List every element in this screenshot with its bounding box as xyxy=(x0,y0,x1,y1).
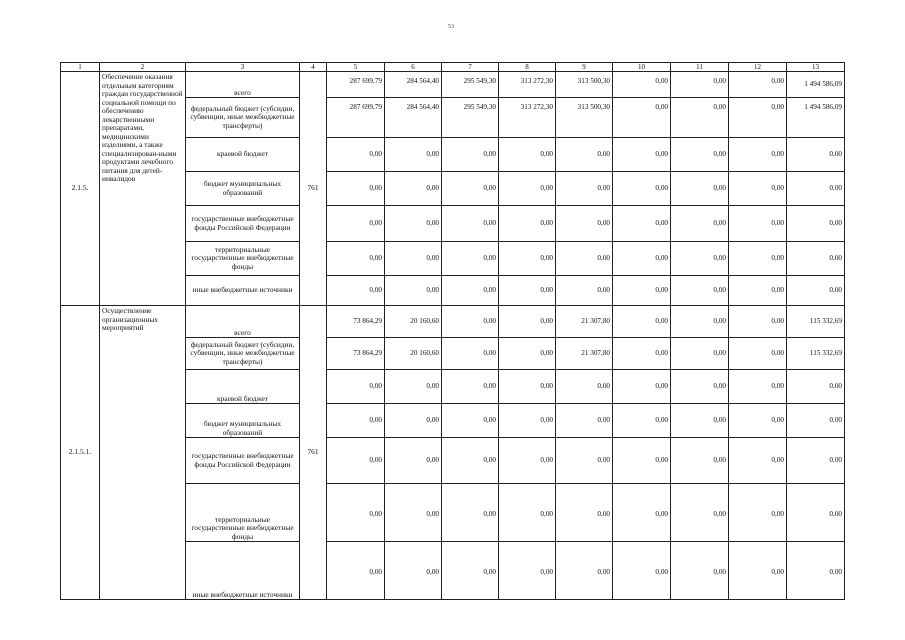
value-cell: 0,00 xyxy=(499,370,556,404)
value-cell: 0,00 xyxy=(327,404,385,438)
value-cell: 0,00 xyxy=(499,276,556,306)
measure-name-cell: Обеспечение оказания отдельным категориям граждан государственной социальной помощи по обеспечению лекарственными препаратами, медицинскими изделиями, а также специализирован-ными продуктами лечебного питания для детей-инвалидов xyxy=(100,72,186,306)
value-cell: 0,00 xyxy=(442,138,499,172)
value-cell: 0,00 xyxy=(385,404,442,438)
value-cell: 313 272,30 xyxy=(499,98,556,138)
value-cell: 0,00 xyxy=(787,370,845,404)
value-cell: 73 864,29 xyxy=(327,338,385,370)
table-row xyxy=(61,72,845,98)
value-cell: 0,00 xyxy=(327,206,385,242)
value-cell: 0,00 xyxy=(327,276,385,306)
funding-source-cell: федеральный бюджет (субсидии, субвенции, иные межбюджетные трансферты) xyxy=(186,98,300,138)
value-cell: 0,00 xyxy=(613,138,671,172)
value-cell: 20 160,60 xyxy=(385,306,442,338)
value-cell: 0,00 xyxy=(327,138,385,172)
value-cell: 0,00 xyxy=(499,484,556,542)
value-cell: 0,00 xyxy=(729,98,787,138)
value-cell: 0,00 xyxy=(613,306,671,338)
value-cell: 0,00 xyxy=(787,542,845,600)
value-cell: 0,00 xyxy=(385,370,442,404)
value-cell: 287 699,79 xyxy=(327,98,385,138)
value-cell: 0,00 xyxy=(556,438,613,484)
value-cell: 0,00 xyxy=(729,484,787,542)
funding-source-cell: бюджет муниципальных образований xyxy=(186,172,300,206)
value-cell: 0,00 xyxy=(442,542,499,600)
value-cell: 295 549,30 xyxy=(442,98,499,138)
value-cell: 0,00 xyxy=(613,172,671,206)
value-cell: 0,00 xyxy=(556,370,613,404)
value-cell: 0,00 xyxy=(499,138,556,172)
value-cell: 21 307,80 xyxy=(556,306,613,338)
value-cell: 1 494 586,09 xyxy=(787,72,845,98)
header-cell: 11 xyxy=(671,63,729,72)
value-cell: 313 500,30 xyxy=(556,98,613,138)
value-cell: 0,00 xyxy=(787,276,845,306)
funding-source-cell: краевой бюджет xyxy=(186,138,300,172)
funding-source-cell: иные внебюджетные источники xyxy=(186,276,300,306)
value-cell: 0,00 xyxy=(442,206,499,242)
header-cell: 7 xyxy=(442,63,499,72)
header-cell: 5 xyxy=(327,63,385,72)
value-cell: 0,00 xyxy=(556,276,613,306)
value-cell: 0,00 xyxy=(499,438,556,484)
value-cell: 0,00 xyxy=(729,306,787,338)
header-cell: 8 xyxy=(499,63,556,72)
value-cell: 0,00 xyxy=(671,98,729,138)
value-cell: 0,00 xyxy=(499,306,556,338)
value-cell: 313 500,30 xyxy=(556,72,613,98)
value-cell: 115 332,69 xyxy=(787,338,845,370)
value-cell: 0,00 xyxy=(787,404,845,438)
value-cell: 0,00 xyxy=(385,438,442,484)
value-cell: 0,00 xyxy=(729,404,787,438)
value-cell: 0,00 xyxy=(787,138,845,172)
value-cell: 0,00 xyxy=(613,276,671,306)
header-cell: 10 xyxy=(613,63,671,72)
value-cell: 0,00 xyxy=(385,484,442,542)
value-cell: 295 549,30 xyxy=(442,72,499,98)
value-cell: 0,00 xyxy=(327,172,385,206)
header-cell: 2 xyxy=(100,63,186,72)
value-cell: 0,00 xyxy=(671,484,729,542)
value-cell: 0,00 xyxy=(613,98,671,138)
value-cell: 0,00 xyxy=(671,276,729,306)
funding-source-cell: краевой бюджет xyxy=(186,370,300,404)
funding-source-cell: государственные внебюджетные фонды Российской Федерации xyxy=(186,438,300,484)
value-cell: 0,00 xyxy=(499,172,556,206)
value-cell: 0,00 xyxy=(556,206,613,242)
value-cell: 0,00 xyxy=(556,484,613,542)
value-cell: 0,00 xyxy=(327,484,385,542)
value-cell: 0,00 xyxy=(671,370,729,404)
value-cell: 0,00 xyxy=(729,542,787,600)
header-cell: 4 xyxy=(300,63,327,72)
measure-name-cell: Осуществление организационных мероприятий xyxy=(100,306,186,600)
header-row xyxy=(61,63,845,72)
row-code-cell: 2.1.5.1. xyxy=(61,306,100,600)
value-cell: 0,00 xyxy=(671,72,729,98)
value-cell: 0,00 xyxy=(671,438,729,484)
grbs-code-cell: 761 xyxy=(300,306,327,600)
value-cell: 0,00 xyxy=(613,242,671,276)
page-number: 53 xyxy=(448,24,454,30)
budget-table xyxy=(60,62,845,600)
value-cell: 0,00 xyxy=(787,484,845,542)
value-cell: 115 332,69 xyxy=(787,306,845,338)
value-cell: 0,00 xyxy=(442,404,499,438)
value-cell: 0,00 xyxy=(787,438,845,484)
value-cell: 0,00 xyxy=(327,370,385,404)
value-cell: 20 160,60 xyxy=(385,338,442,370)
value-cell: 0,00 xyxy=(671,172,729,206)
value-cell: 0,00 xyxy=(787,172,845,206)
value-cell: 0,00 xyxy=(499,206,556,242)
value-cell: 0,00 xyxy=(556,542,613,600)
value-cell: 0,00 xyxy=(385,542,442,600)
funding-source-cell: государственные внебюджетные фонды Российской Федерации xyxy=(186,206,300,242)
value-cell: 0,00 xyxy=(556,138,613,172)
row-code-cell: 2.1.5. xyxy=(61,72,100,306)
header-cell: 13 xyxy=(787,63,845,72)
funding-source-cell: всего xyxy=(186,306,300,338)
funding-source-cell: иные внебюджетные источники xyxy=(186,542,300,600)
value-cell: 0,00 xyxy=(613,206,671,242)
value-cell: 0,00 xyxy=(613,370,671,404)
value-cell: 0,00 xyxy=(327,438,385,484)
value-cell: 0,00 xyxy=(385,242,442,276)
header-cell: 6 xyxy=(385,63,442,72)
value-cell: 0,00 xyxy=(671,306,729,338)
value-cell: 0,00 xyxy=(671,404,729,438)
value-cell: 0,00 xyxy=(556,172,613,206)
header-cell: 3 xyxy=(186,63,300,72)
funding-source-cell: всего xyxy=(186,72,300,98)
value-cell: 0,00 xyxy=(442,172,499,206)
value-cell: 0,00 xyxy=(671,242,729,276)
value-cell: 0,00 xyxy=(729,242,787,276)
value-cell: 0,00 xyxy=(442,338,499,370)
value-cell: 0,00 xyxy=(729,172,787,206)
value-cell: 0,00 xyxy=(729,206,787,242)
value-cell: 0,00 xyxy=(442,370,499,404)
value-cell: 0,00 xyxy=(729,276,787,306)
funding-source-cell: бюджет муниципальных образований xyxy=(186,404,300,438)
value-cell: 0,00 xyxy=(327,542,385,600)
value-cell: 0,00 xyxy=(556,242,613,276)
value-cell: 0,00 xyxy=(442,242,499,276)
value-cell: 0,00 xyxy=(613,438,671,484)
value-cell: 0,00 xyxy=(729,438,787,484)
value-cell: 0,00 xyxy=(385,138,442,172)
value-cell: 0,00 xyxy=(499,338,556,370)
value-cell: 21 307,80 xyxy=(556,338,613,370)
value-cell: 313 272,30 xyxy=(499,72,556,98)
value-cell: 284 564,40 xyxy=(385,98,442,138)
value-cell: 0,00 xyxy=(613,542,671,600)
header-cell: 9 xyxy=(556,63,613,72)
table-row xyxy=(61,306,845,338)
value-cell: 0,00 xyxy=(671,338,729,370)
value-cell: 0,00 xyxy=(613,484,671,542)
value-cell: 0,00 xyxy=(613,72,671,98)
value-cell: 1 494 586,09 xyxy=(787,98,845,138)
value-cell: 0,00 xyxy=(499,242,556,276)
funding-source-cell: территориальные государственные внебюджетные фонды xyxy=(186,242,300,276)
value-cell: 0,00 xyxy=(787,242,845,276)
value-cell: 0,00 xyxy=(671,542,729,600)
funding-source-cell: федеральный бюджет (субсидии, субвенции, иные межбюджетные трансферты) xyxy=(186,338,300,370)
value-cell: 73 864,29 xyxy=(327,306,385,338)
header-cell: 12 xyxy=(729,63,787,72)
value-cell: 0,00 xyxy=(613,404,671,438)
value-cell: 287 699,79 xyxy=(327,72,385,98)
value-cell: 0,00 xyxy=(556,404,613,438)
value-cell: 0,00 xyxy=(442,276,499,306)
value-cell: 284 564,40 xyxy=(385,72,442,98)
value-cell: 0,00 xyxy=(499,404,556,438)
value-cell: 0,00 xyxy=(729,370,787,404)
value-cell: 0,00 xyxy=(442,306,499,338)
value-cell: 0,00 xyxy=(385,206,442,242)
value-cell: 0,00 xyxy=(729,138,787,172)
header-cell: 1 xyxy=(61,63,100,72)
value-cell: 0,00 xyxy=(385,276,442,306)
value-cell: 0,00 xyxy=(671,138,729,172)
funding-source-cell: территориальные государственные внебюджетные фонды xyxy=(186,484,300,542)
value-cell: 0,00 xyxy=(442,484,499,542)
value-cell: 0,00 xyxy=(613,338,671,370)
value-cell: 0,00 xyxy=(729,72,787,98)
value-cell: 0,00 xyxy=(327,242,385,276)
value-cell: 0,00 xyxy=(671,206,729,242)
grbs-code-cell: 761 xyxy=(300,72,327,306)
value-cell: 0,00 xyxy=(442,438,499,484)
value-cell: 0,00 xyxy=(499,542,556,600)
value-cell: 0,00 xyxy=(787,206,845,242)
value-cell: 0,00 xyxy=(729,338,787,370)
value-cell: 0,00 xyxy=(385,172,442,206)
